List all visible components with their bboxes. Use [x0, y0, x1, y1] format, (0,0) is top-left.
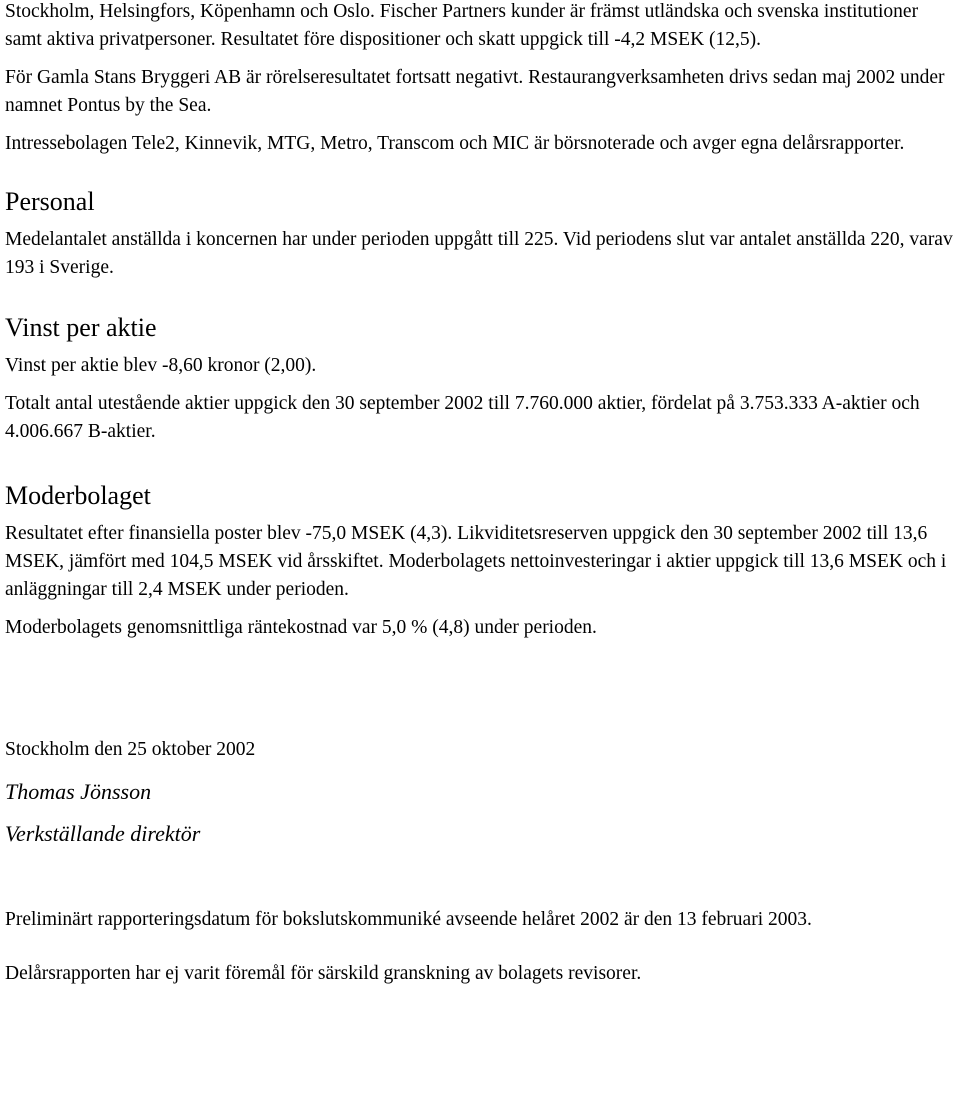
paragraph-granskning: Delårsrapporten har ej varit föremål för särskild granskning av bolagets revisorer. — [5, 963, 642, 984]
signature-place-date: Stockholm den 25 oktober 2002 — [5, 739, 256, 760]
paragraph-moderbolaget-resultat: Resultatet efter finansiella poster blev -75,0 MSEK (4,3). Likviditetsreserven uppgick den 30 september 2002 till 13,6 MSEK, jämfört med 104,5 MSEK vid årsskiftet. Moderbolagets nettoinvesteringar i aktier uppgick till 13,6 MSEK och i anläggningar till 2,4 MSEK under perioden. — [5, 523, 947, 600]
paragraph-utestaende-aktier: Totalt antal utestående aktier uppgick den 30 september 2002 till 7.760.000 aktier, fördelat på 3.753.333 A-aktier och 4.006.667 B-aktier. — [5, 393, 920, 442]
document-page — [5, 0, 957, 988]
signature-name: Thomas Jönsson — [5, 779, 152, 804]
paragraph-vinst-per-aktie: Vinst per aktie blev -8,60 kronor (2,00). — [5, 355, 317, 376]
heading-moderbolaget: Moderbolaget — [5, 481, 151, 510]
heading-personal: Personal — [5, 187, 95, 216]
paragraph-rapporteringsdatum: Preliminärt rapporteringsdatum för bokslutskommuniké avseende helåret 2002 är den 13 februari 2003. — [5, 909, 812, 930]
paragraph-moderbolaget-rantekostnad: Moderbolagets genomsnittliga räntekostnad var 5,0 % (4,8) under perioden. — [5, 617, 597, 638]
paragraph-gamla-stans: För Gamla Stans Bryggeri AB är rörelseresultatet fortsatt negativt. Restaurangverksamheten drivs sedan maj 2002 under namnet Pontus by the Sea. — [5, 67, 945, 116]
paragraph-fischer-partners: Stockholm, Helsingfors, Köpenhamn och Oslo. Fischer Partners kunder är främst utländska och svenska institutioner samt aktiva privatpersoner. Resultatet före dispositioner och skatt uppgick till -4,2 MSEK (12,5). — [5, 1, 919, 50]
heading-vinst-per-aktie: Vinst per aktie — [5, 313, 157, 342]
paragraph-personal: Medelantalet anställda i koncernen har under perioden uppgått till 225. Vid periodens slut var antalet anställda 220, varav 193 i Sverige. — [5, 229, 953, 278]
paragraph-intressebolagen: Intressebolagen Tele2, Kinnevik, MTG, Metro, Transcom och MIC är börsnoterade och avger egna delårsrapporter. — [5, 133, 905, 154]
signature-title: Verkställande direktör — [5, 821, 201, 846]
